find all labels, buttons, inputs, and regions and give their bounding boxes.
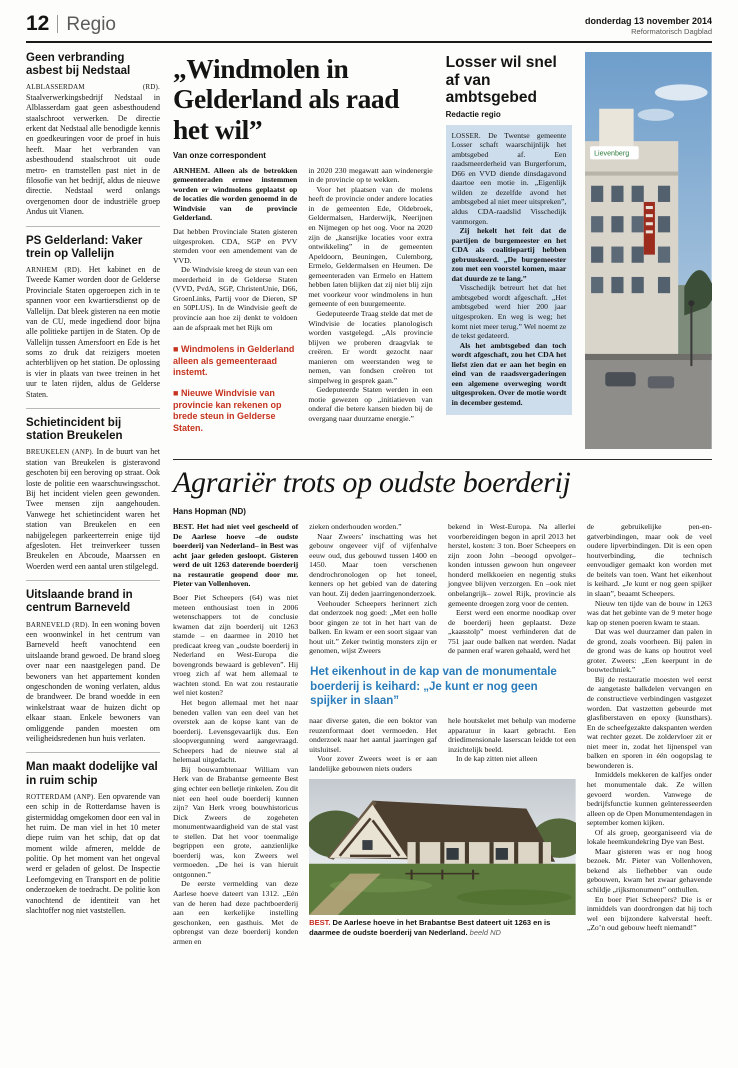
article-paragraph: In de kap zitten niet alleen: [455, 754, 538, 764]
article-paragraph: Zij hekelt het feit dat de partijen de burgemeester en het CDA als coalitiepartij hebben gebruuskeerd. „De burgemeester zou met een voorstel komen, maar dat duurde ze te lang.”: [451, 226, 567, 283]
article-paragraph: Bij de restauratie moesten wel eerst de aangetaste balkdelen vervangen en de constructieve verbindingen vastgezet worden. Dat vastzetten gebeurde met glasfiberstaven en epoxy (kunsthars). En de scheefgezakte dakspanten werden wat rechter gezet. De zoldervloer zit er niet meer in, zodat het lijnenspel van balken en sporen in één oogopslag te bewonderen is.: [586, 674, 712, 770]
article-paragraph: Bij bouwambtenaar William van Herk van de Brabantse gemeente Best ging echter een belletje rinkelen. Zou dit niet een heel oude boerderij kunnen zijn? Van Herk vroeg bouwhistoricus Dick Zweers de zogeheten monumentwaardigheid van de stal vast te stellen. Dat het voor toenmalige begrippen een grote, aanzienlijke boerderij was, kon Zweers wel vermoeden. „De hei is van hieruit ontgonnen.”: [173, 764, 299, 879]
newspaper-name: Reformatorisch Dagblad: [631, 27, 712, 36]
article-paragraph: [452, 131, 567, 227]
highlight-bullet: ■ Windmolens in Gelderland alleen als gemeenteraad instemt.: [173, 344, 297, 379]
boerderij-middle: [309, 522, 576, 946]
article-paragraph: Gedeputeerde Traag stelde dat met de Windvisie de locaties planologisch worden vastgelegd. „Als provincie blijven we proberen draagvlak te creëren. Er wordt gezocht naar manieren om weerstanden weg te nemen, van fondsen creëren tot simpelweg in gesprek gaan.”: [308, 308, 433, 385]
article-paragraph: De Windvisie kreeg de steun van een meerderheid in de Gelderse Staten (VVD, PvdA, SGP, ChristenUnie, D66, GroenLinks, Partij voor de Dieren, SP en 50PLUS). In de Windvisie geeft de provincie aan hoe zij denkt te voldoen aan de afspraak met het Rijk om: [173, 265, 298, 332]
page-header: [26, 12, 712, 43]
caption-credit: beeld ND: [469, 928, 501, 938]
losser-headline: Losser wil snel af van ambtsgebed: [445, 54, 557, 106]
article-paragraph: bekend in West-Europa. Na allerlei voorbereidingen begon in april 2013 het herstel, kosten: 3 ton. Boer Scheepers en zijn zoon John –beoogd opvolger– konden intussen gewoon hun ongeveer honderd melkkoeien en negentig stuks jongvee blijven verzorgen. En –ook niet onbelangrijk– zowel Rijk, provincie als gemeente droegen zorg voor de centen.: [447, 522, 576, 608]
boerderij-column-3: [448, 522, 576, 656]
article-paragraph: Inmiddels mekkeren de kalfjes onder het monumentale dak. Ze willen gevoerd worden. Vanwege de bedrijfsfunctie kunnen geïnteresseerden alleen op de Open Monumentendagen in september komen kijken.: [586, 770, 712, 828]
building-photo-art: [585, 52, 712, 449]
boerderij-column-3-continued: [448, 716, 576, 773]
boerderij-byline: Hans Hopman (ND): [173, 507, 246, 517]
windmolen-col2-paragraphs: [308, 166, 432, 424]
rail-article-body: [26, 792, 160, 917]
article-paragraph: hele houtskelet met behulp van moderne apparatuur in kaart gebracht. Een driedimensionale laserscan leidde tot een inzichtelijk beeld.: [447, 716, 576, 754]
windmolen-byline: Van onze correspondent: [173, 150, 266, 160]
article-text: In een woning boven een woonwinkel in het centrum van Barneveld heeft vanochtend een uitslaande brand gewoed. De brand sloeg over naar een naastgelegen pand. De bewoners van het appartement konden ongeschonden de woning verlaten, aldus de brandweer. De brand woedde in een winkelstraat waar de huizen dicht op elkaar staan. Enkele bewoners van omliggende panden moesten om veiligheidsredenen hun huis verlaten.: [26, 619, 160, 743]
boerderij-column-2: [309, 522, 437, 656]
caption-text: De Aarlese hoeve in het Brabantse Best dateert uit 1263 en is daarmee de oudste boerderij van Nederland.: [309, 918, 551, 938]
article-paragraph: Als het ambtsgebed dan toch wordt afgeschaft, zou het CDA het liefst zien dat er aan het begin en eind van de raadsvergaderingen een algemene overweging wordt uitgesproken. Over de motie wordt in december gestemd.: [451, 340, 567, 407]
article-boerderij: [173, 459, 712, 946]
losser-byline: Redactie regio: [445, 109, 501, 119]
article-paragraph: Voor zover Zweers weet is er aan landelijke gebouwen niets ouders: [309, 754, 437, 773]
header-left: [26, 12, 116, 36]
article-paragraph: Of als groep, georganiseerd via de lokale heemkundekring Dye van Best.: [586, 827, 712, 847]
news-rail: [26, 52, 160, 946]
rail-article-rotterdam: [26, 752, 160, 916]
boerderij-mid-top: [309, 522, 576, 656]
boerderij-column-1: [173, 522, 298, 946]
windmolen-col1-paragraphs: [173, 227, 297, 332]
article-paragraph: Voor het plaatsen van de molens heeft de provincie onder andere locaties in de gemeenten Ede, Oldebroek, Geldermalsen, Harderwijk, Neerijnen en Nijmegen op het oog. Voor na 2020 zijn de „kansrijke locaties voor extra ontwikkeling” in de gemeenten Apeldoorn, Beuningen, Culemborg, Ermelo, Geldermalsen en Heumen. De gemeenteraden van Ermelo en Hattem hebben laten blijken dat zij niet blij zijn met voorkeur voor windmolens in hun gemeente of een buurgemeente.: [308, 184, 433, 309]
rail-article-barneveld: [26, 580, 160, 744]
rail-article-title: Man maakt dodelijke val in ruim schip: [26, 761, 158, 787]
farmhouse-photo-art: [309, 779, 576, 915]
windmolen-column-2: [308, 166, 432, 444]
rail-article-title: Schietincident bij station Breukelen: [26, 417, 123, 443]
page-content: [26, 43, 712, 946]
article-text: In de buurt van het station van Breukelen is gisteravond geschoten bij een beroving op straat. Ook loste de politie een waarschuwingsschot. Bij het incident vielen geen gewonden. Twee mensen zijn aangehouden. Vanwege het schietincident waren het station van Breukelen en een nabijgelegen parkeerterrein enige tijd afgesloten. Het treinverkeer tussen Breukelen en Abcoude, Maarssen en Woerden werd een aantal uren stilgelegd.: [26, 447, 160, 571]
article-paragraph: Dat hebben Provinciale Staten gisteren uitgesproken. CDA, SGP en PVV stemden voor een amendement van de VVD.: [173, 227, 298, 265]
dateline: LOSSER.: [451, 131, 481, 140]
boerderij-headline: Agrariër trots op oudste boerderij: [173, 466, 571, 500]
article-paragraph: Veehouder Scheepers herinnert zich dat onderzoek nog goed: „Met een holle boor gingen ze tot in het hart van de balken. En kwam er een soort sigaar van hout uit.” Zeker twintig monsters zijn er genomen, wijst Zweers: [309, 598, 437, 656]
article-paragraph: Naar Zweers’ inschatting was het gebouw ongeveer vijf of vijfenhalve eeuw oud, dus gebouwd tussen 1400 en 1450. Maar toen verschenen dendrochronologen op het toneel, kenners op het gebied van de datering van hout. Zij deden jaarringenonderzoek.: [309, 531, 437, 599]
article-paragraph: naar diverse gaten, die een boktor van reuzenformaat doet vermoeden. Het onderzoek naar het aantal jaarringen gaf uitsluitsel.: [309, 716, 437, 754]
rail-article-body: [26, 447, 160, 572]
main-area: [173, 52, 712, 946]
dateline: BREUKELEN (ANP).: [26, 448, 94, 457]
rail-article-body: [26, 620, 160, 745]
article-text: Staalverwerkingsbedrijf Nedstaal in Alblasserdam gaat geen asbesthoudend staalschroot verwerken. De directie erkent dat Nedstaal alle benodigde kennis en goedkeuringen voor de proef in huis heeft. Maar het verbranden van asbesthoudend staalschroot uit oude metro- en tramstellen past niet in de filosofie van het bedrijf, aldus de nieuwe directie. Nedstaal werd onlangs overgenomen door de industriële groep Andus uit Vianen.: [26, 92, 160, 217]
issue-date: donderdag 13 november 2014: [584, 16, 712, 26]
article-paragraph: Dat was wel duurzamer dan palen in de grond, zoals voorheen. Bij palen in de grond was de kans op houtrot veel groter. Zweers: „Een keerpunt in de bouwtechniek.”: [586, 627, 712, 675]
dateline: ARNHEM (RD).: [26, 265, 82, 274]
rail-article-nedstaal: [26, 52, 160, 218]
header-right: [585, 16, 712, 36]
article-text: Een opvarende van een schip in de Rotterdamse haven is gistermiddag omgekomen door een val in het ruim. De man viel in het 10 meter diepe ruim van het schip, dat op dat moment wilde afmeren, meldde de politie. Op het moment van het ongeval werd er geladen of gelost. De Inspectie Leefomgeving en Transport en de politie onderzoeken de toedracht. De politie kon vanochtend de identiteit van het slachtoffer nog niet vaststellen.: [26, 791, 161, 916]
article-paragraph: De eerste vermelding van deze Aarlese hoeve dateert van 1312. „Eén van de heren had deze pachtboerderij aan een kerkelijke instelling geschonken, een gasthuis. Met de opbrengst van deze boerderij konden armen en: [173, 879, 299, 946]
rail-article-title: Geen verbranding asbest bij Nedstaal: [26, 52, 131, 78]
boerderij-column-4: [587, 522, 712, 946]
section-title: Regio: [66, 14, 117, 35]
windmolen-headline: „Windmolen in Gelderland als raad het wil”: [173, 53, 400, 145]
top-section: [173, 52, 712, 449]
windmolen-column-1: [173, 166, 297, 444]
article-lead: BEST. Het had niet veel gescheeld of De Aarlese hoeve –de oudste boerderij van Nederland– in Best was acht jaar geleden gesloopt. Gisteren werd de uit 1263 daterende boerderij na restauratie geopend door mr. Pieter van Vollenhoven.: [173, 522, 299, 589]
article-paragraph: zieken onderhouden worden.”: [309, 522, 402, 532]
article-paragraph: Het begon allemaal met het naar beneden vallen van een deel van het overstek aan de kopse kant van de boerderij. Levensgevaarlijk dus. Een sloopvergunning werd aangevraagd. Scheepers had de nieuwe stal al helemaal uitgedacht.: [173, 698, 299, 765]
rail-article-title: Uitslaande brand in centrum Barneveld: [26, 589, 133, 615]
article-paragraph: de gebruikelijke pen-en-gatverbindingen, maar ook de veel oudere lipverbindingen. Dit is een open houtverbinding, die technisch eenvoudiger gemaakt kon worden met de beitels van toen. Want het eikenhout is keihard. „Je kunt er nog geen spijker in slaan”, beaamt Scheepers.: [586, 522, 712, 599]
boerderij-col4-paragraphs: [587, 522, 712, 933]
windmolen-columns: [173, 166, 433, 444]
dateline: ALBLASSERDAM (RD).: [26, 83, 160, 92]
dateline: BARNEVELD (RD).: [26, 620, 90, 629]
page-number: 12: [26, 12, 50, 35]
article-losser: [446, 52, 573, 449]
article-text: Het kabinet en de Tweede Kamer worden door de Gelderse Provinciale Staten opgeroepen zich in te spannen voor een kwartiersdienst op de Vallelijn. Dat bleek gisteren na een motie van de CU, mede ingediend door bijna alle politieke partijen in de Staten. Op de Vallelijn tussen Amersfoort en Ede is het soms zo druk dat reizigers moeten achterblijven op het station. De oplossing is vier in plaats van twee treinen in het uur te laten rijden, aldus de Gelderse Staten.: [26, 264, 161, 399]
rail-article-title: PS Gelderland: Vaker trein op Vallelijn: [26, 234, 143, 260]
article-paragraph: Maar gisteren was er nog hoog bezoek. Mr. Pieter van Vollenhoven, bekend als liefhebber van oude gebouwen, kwam het zwaar gehavende schildje „rijksmonument” onthullen.: [586, 846, 712, 894]
caption-dateline: BEST.: [309, 918, 331, 928]
article-lead: ARNHEM. Alleen als de betrokken gemeenteraden ermee instemmen worden er windmolens geplaatst op de locaties die worden genoemd in de Windvisie van de provincie Gelderland.: [173, 165, 298, 223]
article-paragraph: Visschedijk betreurt het dat het ambtsgebed wordt afgeschaft. „Het ambtsgebed werd hier 200 jaar uitgesproken. En weg is weg; het komt niet meer terug.” Wel noemt ze de tekst gedateerd.: [451, 283, 567, 341]
article-windmolen: [173, 52, 433, 449]
article-paragraph: Gedeputeerde Staten werden in een motie gewezen op „initiatieven van onderaf die betere kansen bieden bij de overgang naar duurzame energie.”: [308, 385, 433, 423]
pull-quote: Het eikenhout in de kap van de monumentale boerderij is keihard: „Je kunt er nog geen spijker in slaan”: [310, 665, 557, 708]
losser-text-box: [446, 125, 573, 416]
building-photo: [585, 52, 712, 449]
building-sign-text: Lievenberg: [594, 149, 630, 158]
rail-article-body: [26, 82, 160, 217]
highlight-bullet: ■ Nieuwe Windvisie van provincie kan rekenen op brede steun in Gelderse Staten.: [173, 388, 297, 435]
highlight-bullets: [173, 344, 297, 435]
header-divider: [57, 15, 58, 33]
rail-article-body: [26, 265, 160, 400]
farmhouse-photo: [309, 779, 576, 915]
boerderij-columns: [173, 522, 712, 946]
article-text: De Twentse gemeente Losser schaft waarschijnlijk het ambtsgebed af. Een raadsmeerderheid van Burgerforum, D66 en VVD diende dinsdagavond daartoe een motie in. „Eigenlijk wilden ze dezelfde avond het ambtsgebed al niet meer uitspreken”, aldus CDA-raadslid Visschedijk vanmorgen.: [451, 130, 567, 226]
article-paragraph: Boer Piet Scheepers (64) was niet meteen enthousiast toen in 2006 wetenschappers tot de conclusie kwamen dat zijn boerderij uit 1263 stamde – en daarmee in 2010 het predicaat kreeg van „oudste boerderij in Nederland en West-Europa die bovengronds bewaard is gebleven”. Hij vroeg zich af wat hem allemaal te wachten stond. En wat zou restauratie wel niet kosten?: [173, 593, 299, 698]
rail-article-breukelen: [26, 408, 160, 572]
dateline: ROTTERDAM (ANP).: [26, 792, 96, 801]
article-paragraph: Eerst werd een enorme noodkap over de boerderij heen geplaatst. Deze „kaasstolp” moest verhinderen dat de 751 jaar oude balken nat werden. Nadat de pannen eraf waren gehaald, werd het: [447, 608, 576, 656]
boerderij-col1-paragraphs: [173, 593, 298, 946]
article-paragraph: in 2020 230 megawatt aan windenergie in de provincie op te wekken.: [308, 165, 433, 185]
photo-caption: [309, 918, 576, 938]
boerderij-mid-bottom: [309, 716, 576, 773]
rail-article-vallelijn: [26, 226, 160, 401]
boerderij-column-2-continued: [309, 716, 437, 773]
article-paragraph: En boer Piet Scheepers? Die is er inmiddels van doordrongen dat hij toch wel een bijzondere kalverstal heeft. „Zo’n oud gebouw heeft niemand!”: [586, 894, 712, 933]
article-paragraph: Nieuw ten tijde van de bouw in 1263 was dat het gebinte van de 9 meter hoge kap op stenen poeren kwam te staan.: [586, 598, 712, 627]
